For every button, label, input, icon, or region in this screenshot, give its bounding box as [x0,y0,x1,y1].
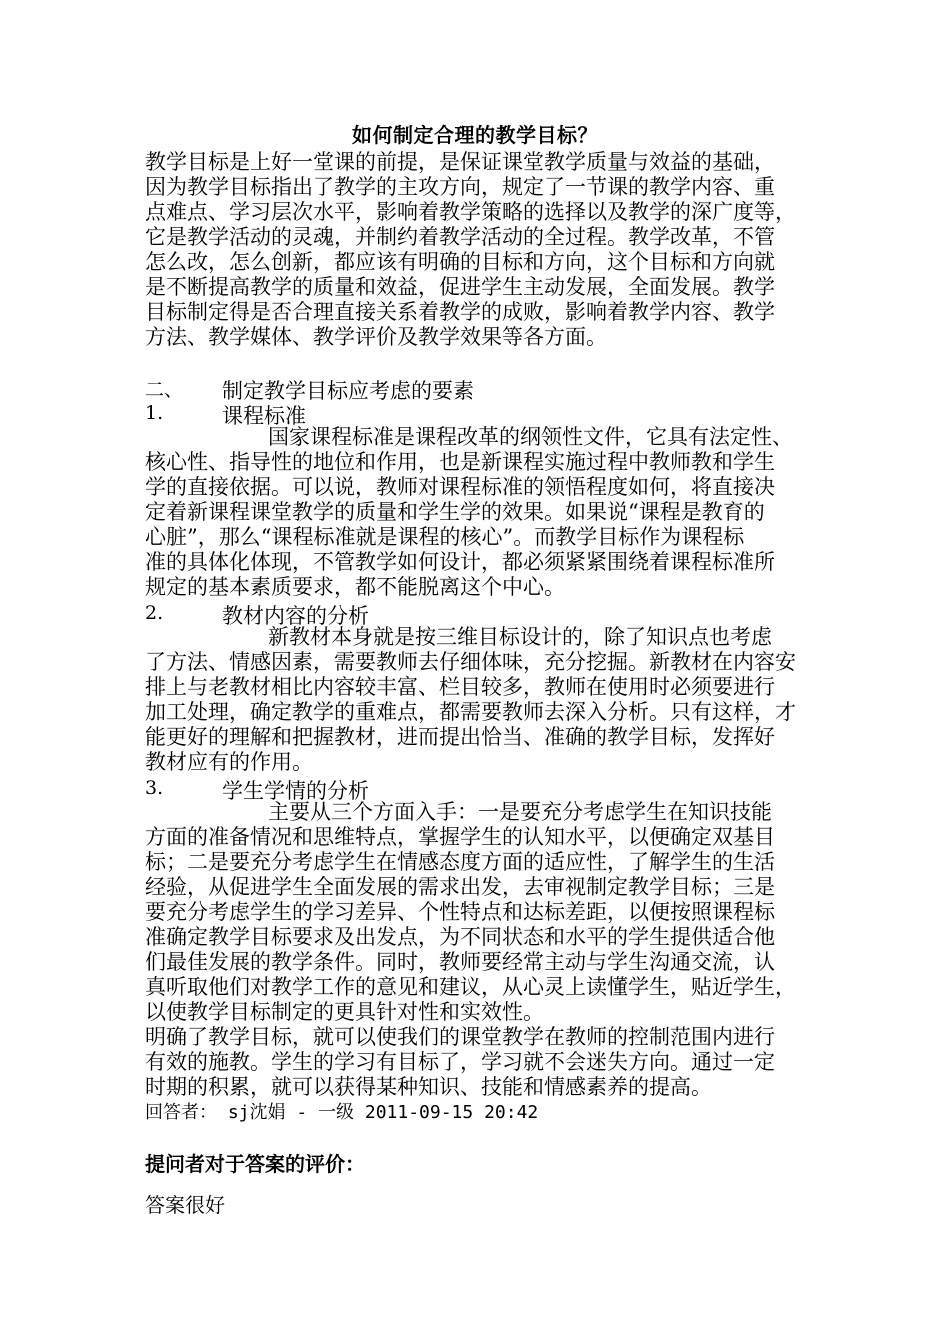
item2-line: 新教材本身就是按三维目标设计的，除了知识点也考虑 [268,625,772,649]
intro-line: 教学目标是上好一堂课的前提，是保证课堂教学质量与效益的基础， [145,150,775,174]
intro-line: 因为教学目标指出了教学的主攻方向，规定了一节课的教学内容、重 [145,175,775,199]
conclusion-line: 有效的施教。学生的学习有目标了，学习就不会迷失方向。通过一定 [145,1050,775,1074]
item-number: 3. [145,777,164,799]
item3-line: 经验，从促进学生全面发展的需求出发，去审视制定教学目标；三是 [145,875,775,899]
conclusion-line: 明确了教学目标，就可以使我们的课堂教学在教师的控制范围内进行 [145,1025,775,1049]
item1-line: 核心性、指导性的地位和作用，也是新课程实施过程中教师教和学生 [145,450,775,474]
item3-line: 标；二是要充分考虑学生在情感态度方面的适应性，了解学生的生活 [145,850,775,874]
item-title: 教材内容的分析 [222,604,369,628]
item1-line: 准的具体化体现，不管教学如何设计，都必须紧紧围绕着课程标准所 [145,550,775,574]
item1-line: 国家课程标准是课程改革的纲领性文件，它具有法定性、 [268,425,793,449]
item2-line: 排上与老教材相比内容较丰富、栏目较多，教师在使用时必须要进行 [145,675,775,699]
item-number: 2. [145,602,164,624]
item-title: 课程标准 [222,404,306,428]
item3-line: 准确定教学目标要求及出发点，为不同状态和水平的学生提供适合他 [145,925,775,949]
intro-line: 是不断提高教学的质量和效益，促进学生主动发展，全面发展。教学 [145,275,775,299]
item-title: 学生学情的分析 [222,779,369,803]
conclusion-line: 时期的积累，就可以获得某种知识、技能和情感素养的提高。 [145,1075,712,1099]
section-title: 制定教学目标应考虑的要素 [222,379,474,403]
item2-line: 能更好的理解和把握教材，进而提出恰当、准确的教学目标，发挥好 [145,725,775,749]
item3-line: 要充分考虑学生的学习差异、个性特点和达标差距，以便按照课程标 [145,900,775,924]
section-number: 二、 [145,379,184,401]
item-number: 1. [145,402,164,424]
item3-line: 真听取他们对教学工作的意见和建议，从心灵上读懂学生，贴近学生， [145,975,796,999]
intro-line: 怎么改，怎么创新，都应该有明确的目标和方向，这个目标和方向就 [145,250,775,274]
item2-line: 加工处理，确定教学的重难点，都需要教师去深入分析。只有这样，才 [145,700,796,724]
item2-line: 了方法、情感因素，需要教师去仔细体味，充分挖掘。新教材在内容安 [145,650,796,674]
item1-line: 规定的基本素质要求，都不能脱离这个中心。 [145,575,565,599]
item1-line: 定着新课程课堂教学的质量和学生学的效果。如果说“课程是教育的 [145,500,765,524]
rating-text: 答案很好 [145,1193,225,1217]
item3-line: 主要从三个方面入手：一是要充分考虑学生在知识技能 [268,800,772,824]
item3-line: 方面的准备情况和思维特点，掌握学生的认知水平，以便确定双基目 [145,825,775,849]
document-title: 如何制定合理的教学目标？ [352,123,598,147]
item1-line: 心脏”，那么“课程标准就是课程的核心”。而教学目标作为课程标 [145,525,745,549]
intro-line: 方法、教学媒体、教学评价及教学效果等各方面。 [145,325,607,349]
item3-line: 以使教学目标制定的更具针对性和实效性。 [145,1000,544,1024]
intro-line: 它是教学活动的灵魂，并制约着教学活动的全过程。教学改革，不管 [145,225,775,249]
rating-heading: 提问者对于答案的评价： [145,1152,365,1176]
item2-line: 教材应有的作用。 [145,750,313,774]
item3-line: 们最佳发展的教学条件。同时，教师要经常主动与学生沟通交流，认 [145,950,775,974]
item1-line: 学的直接依据。可以说，教师对课程标准的领悟程度如何，将直接决 [145,475,775,499]
intro-line: 点难点、学习层次水平，影响着教学策略的选择以及教学的深广度等， [145,200,796,224]
intro-line: 目标制定得是否合理直接关系着教学的成败，影响着教学内容、教学 [145,300,775,324]
answerer-info: 回答者： sj沈娟 - 一级 2011-09-15 20:42 [145,1102,539,1123]
